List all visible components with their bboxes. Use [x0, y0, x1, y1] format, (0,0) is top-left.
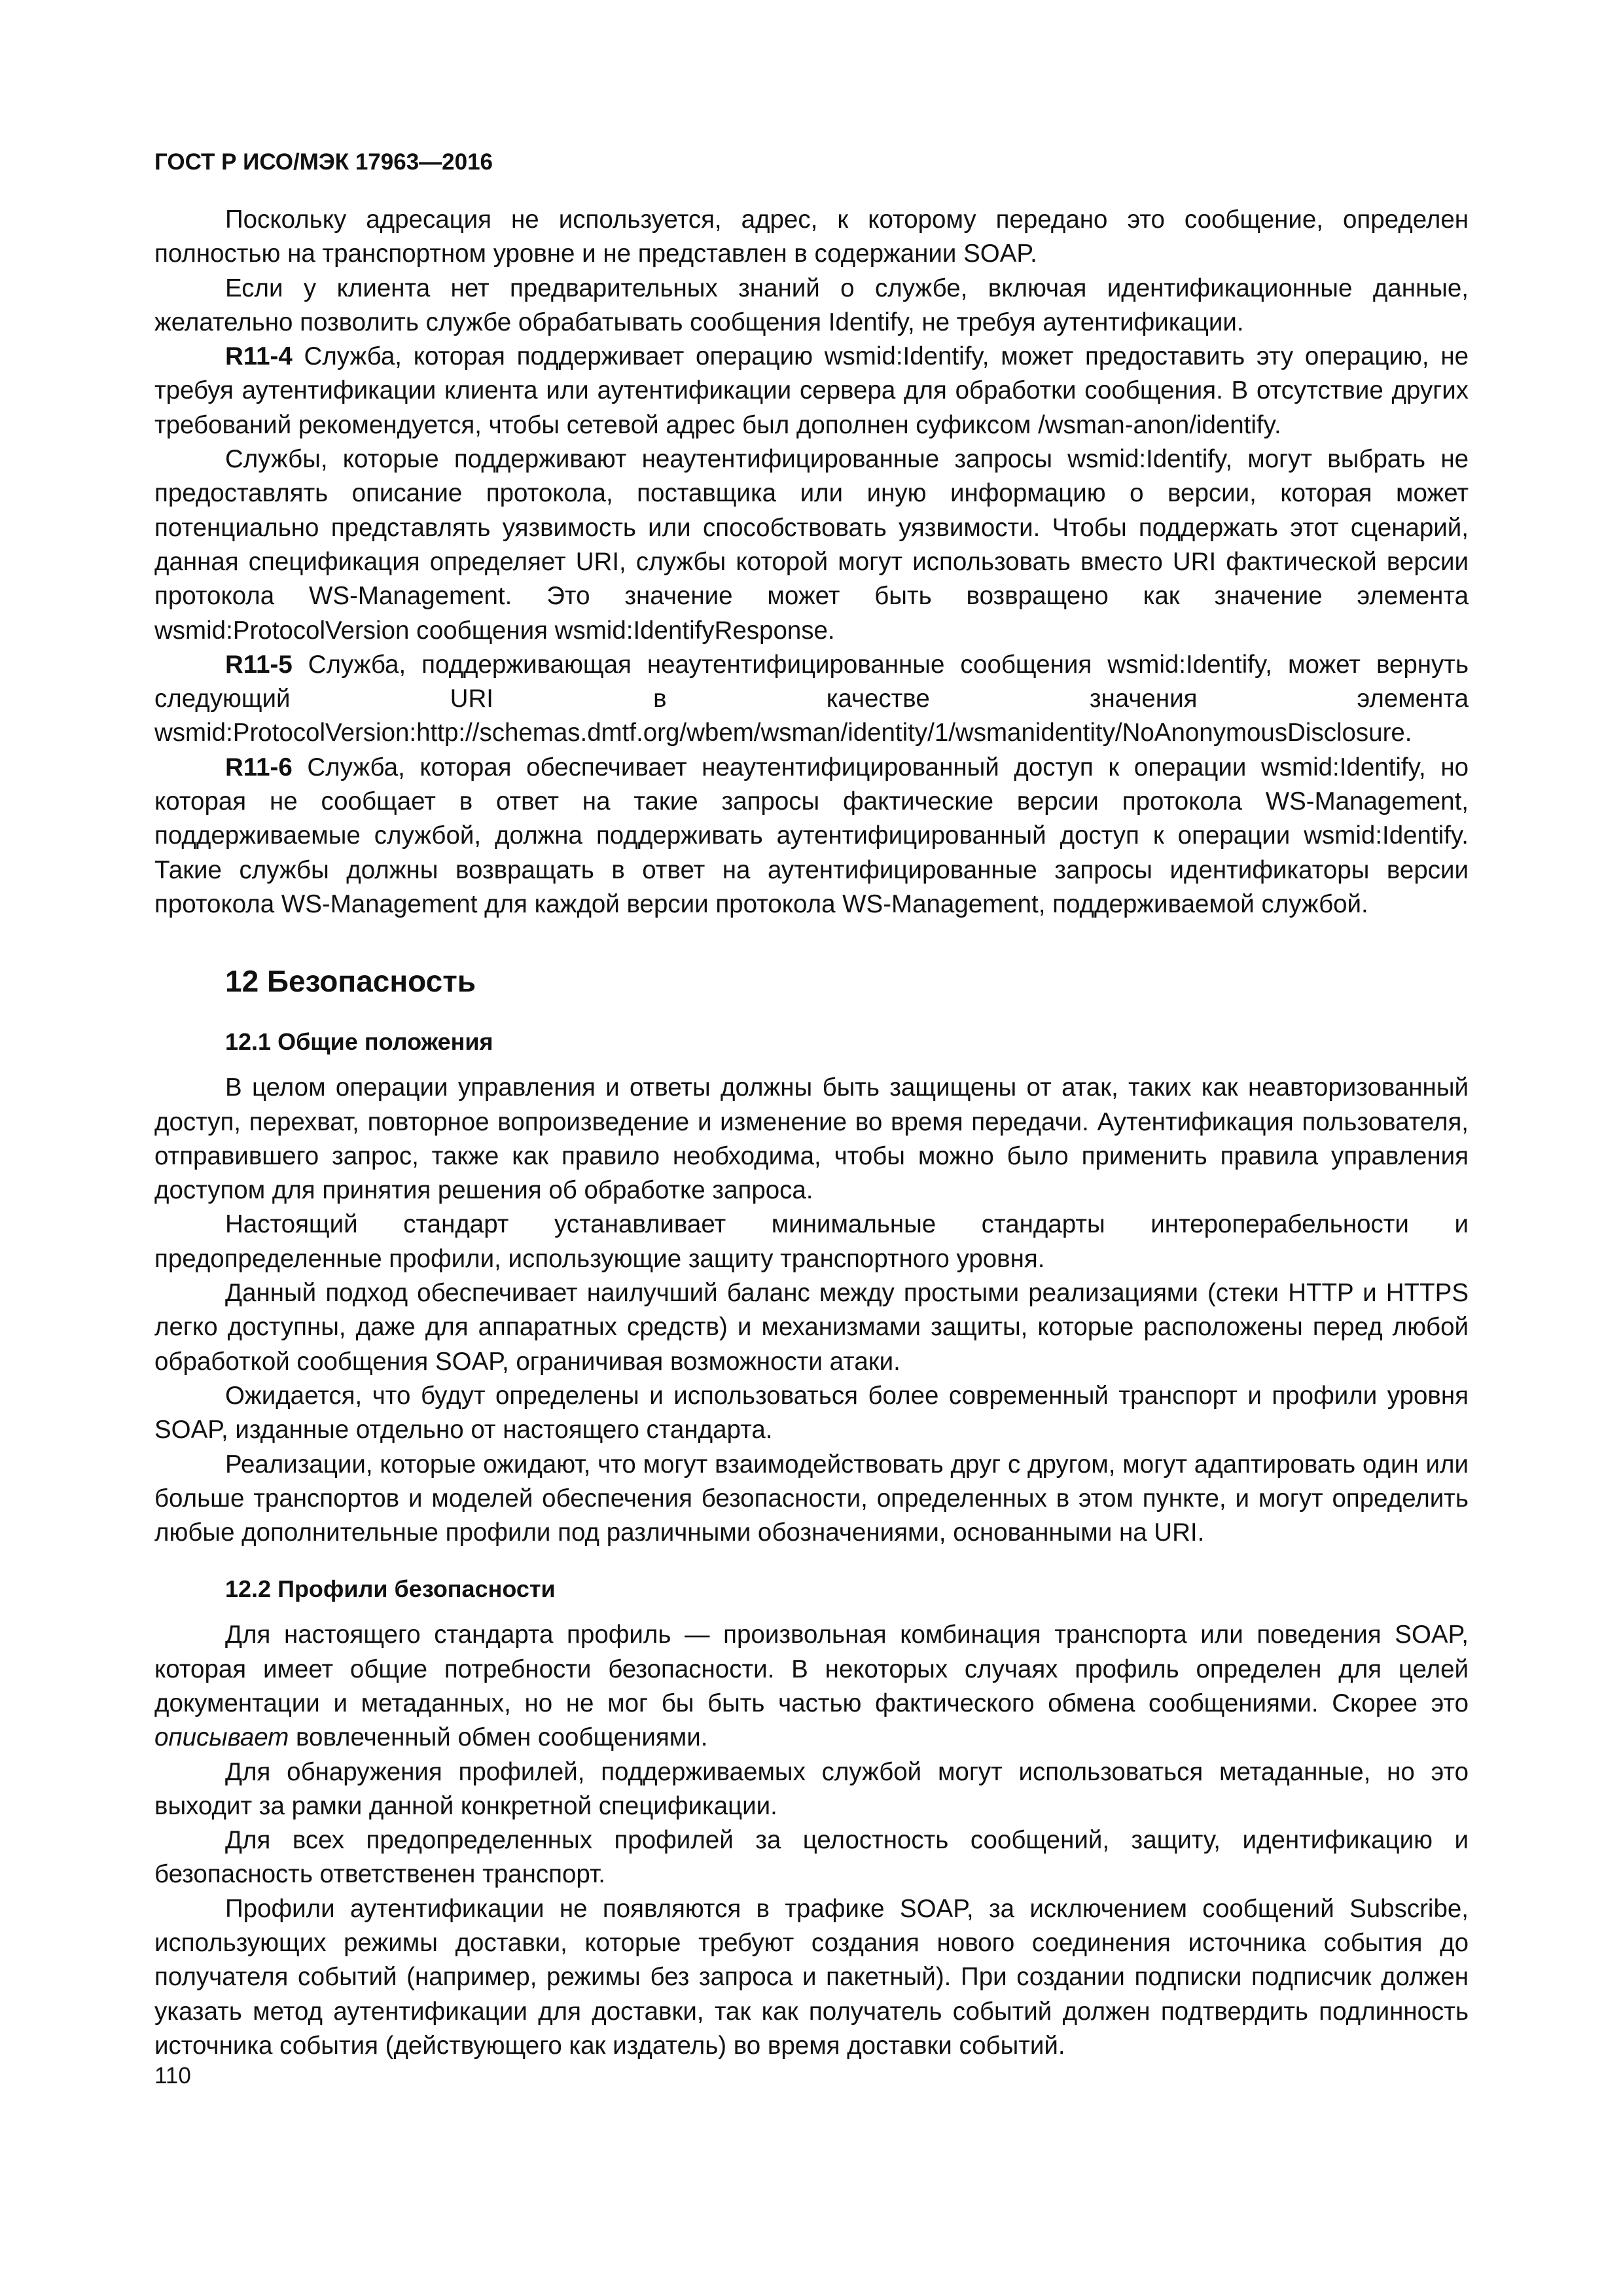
paragraph: Для обнаружения профилей, поддерживаемых службой могут использоваться метаданные, но это выходит за рамки данной конкретной спецификации.	[154, 1757, 1469, 1820]
requirement-label: R11-4	[225, 342, 293, 371]
paragraph: Службы, которые поддерживают неаутентифицированные запросы wsmid:Identify, могут выбрать не предоставлять описание протокола, поставщика или иную информацию о версии, которая может потенциально представлять уязвимость или способствовать уязвимости. Чтобы поддержать этот сценарий, данная спецификация определяет URI, службы которой могут использовать вместо URI фактической версии протокола WS-Management. Это значение может быть возвращено как значение элемента wsmid:ProtocolVersion сообщения wsmid:IdentifyResponse.	[154, 445, 1469, 645]
paragraph: Реализации, которые ожидают, что могут взаимодействовать друг с другом, могут адаптировать один или больше транспортов и моделей обеспечения безопасности, определенных в этом пункте, и могут определить любые дополнительные профили под различными обозначениями, основанными на URI.	[154, 1450, 1469, 1547]
subsection-heading: 12.1 Общие положения	[225, 1028, 493, 1056]
page-number: 110	[154, 2063, 191, 2089]
paragraph: Профили аутентификации не появляются в трафике SOAP, за исключением сообщений Subscribe, использующих режимы доставки, которые требуют создания нового соединения источника события до получателя событий (например, режимы без запроса и пакетный). При создании подписки подписчик должен указать метод аутентификации для доставки, так как получатель событий должен подтвердить подлинность источника события (действующего как издатель) во время доставки событий.	[154, 1894, 1469, 2060]
requirement-r11-6	[154, 751, 1469, 922]
paragraph-text: Для настоящего стандарта профиль — произвольная комбинация транспорта или поведения SOAP, которая имеет общие потребности безопасности. В некоторых случаях профиль определен для целей документации и метаданных, но не мог бы быть частью фактического обмена сообщениями. Скорее это	[154, 1621, 1469, 1717]
paragraph-text: вовлеченный обмен сообщениями.	[289, 1723, 708, 1752]
document-header: ГОСТ Р ИСО/МЭК 17963—2016	[154, 149, 493, 175]
requirement-label: R11-5	[225, 650, 293, 679]
paragraph: В целом операции управления и ответы должны быть защищены от атак, таких как неавторизованный доступ, перехват, повторное вопроизведение и изменение во время передачи. Аутентификация пользователя, отправившего запрос, также как правило необходима, чтобы можно было применить правила управления доступом для принятия решения об обработке запроса.	[154, 1073, 1469, 1205]
paragraph: Поскольку адресация не используется, адрес, к которому передано это сообщение, определен полностью на транспортном уровне и не представлен в содержании SOAP.	[154, 206, 1469, 268]
subsection-heading: 12.2 Профили безопасности	[225, 1575, 556, 1603]
paragraph: Данный подход обеспечивает наилучший баланс между простыми реализациями (стеки HTTP и HTTPS легко доступны, даже для аппаратных средств) и механизмами защиты, которые расположены перед любой обработкой сообщения SOAP, ограничивая возможности атаки.	[154, 1279, 1469, 1376]
paragraph: Ожидается, что будут определены и использоваться более современный транспорт и профили уровня SOAP, изданные отдельно от настоящего стандарта.	[154, 1381, 1469, 1444]
paragraph: Настоящий стандарт устанавливает минимальные стандарты интероперабельности и предопределенные профили, использующие защиту транспортного уровня.	[154, 1210, 1469, 1273]
emphasized-text: описывает	[154, 1723, 289, 1752]
section-heading: 12 Безопасность	[225, 964, 476, 999]
paragraph: Для всех предопределенных профилей за целостность сообщений, защиту, идентификацию и безопасность ответственен транспорт.	[154, 1826, 1469, 1889]
requirement-label: R11-6	[225, 753, 293, 781]
requirement-text: Служба, поддерживающая неаутентифицированные сообщения wsmid:Identify, может вернуть следующий URI в качестве значения элемента wsmid:ProtocolVersion:http://schemas.dmtf.org/wbem/wsman/identity/1/wsmanidentity/NoAnonymousDisclosure.	[154, 650, 1469, 747]
requirement-r11-5	[154, 648, 1469, 751]
paragraph	[154, 1618, 1469, 1755]
paragraph: Если у клиента нет предварительных знаний о службе, включая идентификационные данные, желательно позволить службе обрабатывать сообщения Identify, не требуя аутентификации.	[154, 274, 1469, 336]
requirement-r11-4	[154, 340, 1469, 442]
requirement-text: Служба, которая обеспечивает неаутентифицированный доступ к операции wsmid:Identify, но которая не сообщает в ответ на такие запросы фактические версии протокола WS-Management, поддерживаемые службой, должна поддерживать аутентифицированный доступ к операции wsmid:Identify. Такие службы должны возвращать в ответ на аутентифицированные запросы идентификаторы версии протокола WS-Management для каждой версии протокола WS-Management, поддерживаемой службой.	[154, 753, 1469, 918]
requirement-text: Служба, которая поддерживает операцию wsmid:Identify, может предоставить эту операцию, не требуя аутентификации клиента или аутентификации сервера для обработки сообщения. В отсутствие других требований рекомендуется, чтобы сетевой адрес был дополнен суфиксом /wsman-anon/identify.	[154, 342, 1469, 439]
document-page	[154, 148, 1469, 2063]
